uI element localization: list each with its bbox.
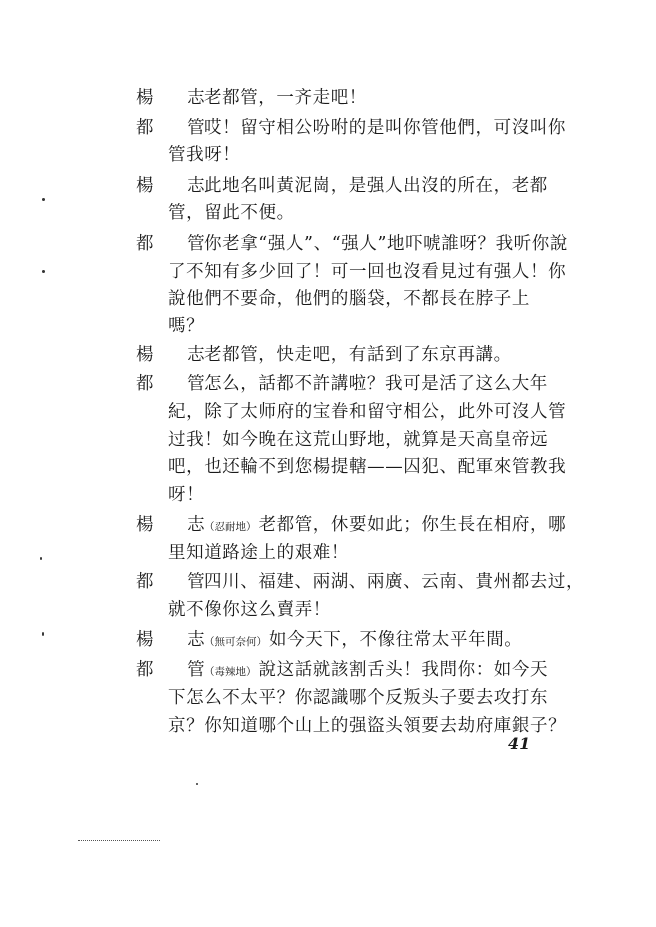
- dialogue-text: 呀！: [168, 485, 205, 505]
- scan-mark: [78, 840, 160, 842]
- dialogue-text: 此地名叫黃泥崗，是强人出沒的所在，老都: [204, 176, 548, 196]
- speaker-name: 楊 志: [136, 630, 219, 650]
- dialogue-text: [204, 626, 522, 656]
- speaker-name: 都 管: [136, 572, 219, 592]
- page-number: 41: [508, 734, 531, 753]
- speaker-name: 都 管: [136, 374, 219, 394]
- dialogue-text: [204, 511, 566, 541]
- speaker-name: 楊 志: [136, 515, 219, 535]
- dialogue-text: 管，留此不便。: [168, 203, 295, 223]
- dialogue-text: 嗎？: [168, 316, 205, 336]
- dialogue-text-body: 老都管，休要如此；你生長在相府，哪: [258, 515, 567, 535]
- dialogue-text: 四川、福建、兩湖、兩廣、云南、貴州都去过，: [204, 572, 585, 592]
- speaker-name: 楊 志: [136, 345, 219, 365]
- speaker-name: 楊 志: [136, 176, 219, 196]
- speaker-name: 都 管: [136, 660, 219, 680]
- dialogue-text: 哎！留守相公吩咐的是叫你管他們，可沒叫你: [204, 118, 566, 138]
- dialogue-text: 紀，除了太师府的宝眷和留守相公，此外可沒人管: [168, 402, 567, 422]
- stage-direction: （毒辣地）: [204, 666, 257, 678]
- dialogue-text: 怎么，話都不許講啦？我可是活了这么大年: [204, 374, 548, 394]
- dialogue-text: 了不知有多少回了！可一回也沒看見过有强人！你: [168, 262, 567, 282]
- scan-speck: [40, 557, 42, 560]
- dialogue-text: [204, 656, 548, 686]
- dialogue-text: 你老拿“强人”、“强人”地吓唬誰呀？我听你說: [204, 234, 568, 254]
- dialogue-text-body: 說这話就該割舌头！我問你：如今天: [258, 660, 549, 680]
- dialogue-text-body: 如今天下，不像往常太平年間。: [269, 630, 523, 650]
- stage-direction: （忍耐地）: [204, 521, 257, 533]
- dialogue-text: 京？你知道哪个山上的强盜头領要去劫府庫銀子？: [168, 716, 567, 736]
- dialogue-text: 說他們不要命，他們的腦袋，不都長在脖子上: [168, 289, 530, 309]
- speaker-name: 都 管: [136, 118, 219, 138]
- dialogue-text: 就不像你这么賣弄！: [168, 600, 331, 620]
- dialogue-text: 下怎么不太平？你認識哪个反叛头子要去攻打东: [168, 688, 549, 708]
- dialogue-text: 老都管，快走吧，有話到了东京再講。: [204, 345, 512, 365]
- dialogue-text: 吧，也还輪不到您楊提轄——囚犯、配軍來管教我: [168, 457, 567, 477]
- scan-speck: [42, 198, 45, 201]
- speaker-name: 楊 志: [136, 88, 219, 108]
- dialogue-text: 老都管，一齐走吧！: [204, 88, 367, 108]
- dialogue-text: 里知道路途上的艰难！: [168, 543, 349, 563]
- scan-speck: [42, 270, 45, 273]
- dialogue-text: 过我！如今晚在这荒山野地，就算是天高皇帝远: [168, 430, 549, 450]
- scan-speck: [196, 783, 198, 785]
- speaker-name: 都 管: [136, 234, 219, 254]
- dialogue-text: 管我呀！: [168, 145, 241, 165]
- stage-direction: （無可奈何）: [204, 636, 267, 648]
- scan-speck: [42, 632, 44, 636]
